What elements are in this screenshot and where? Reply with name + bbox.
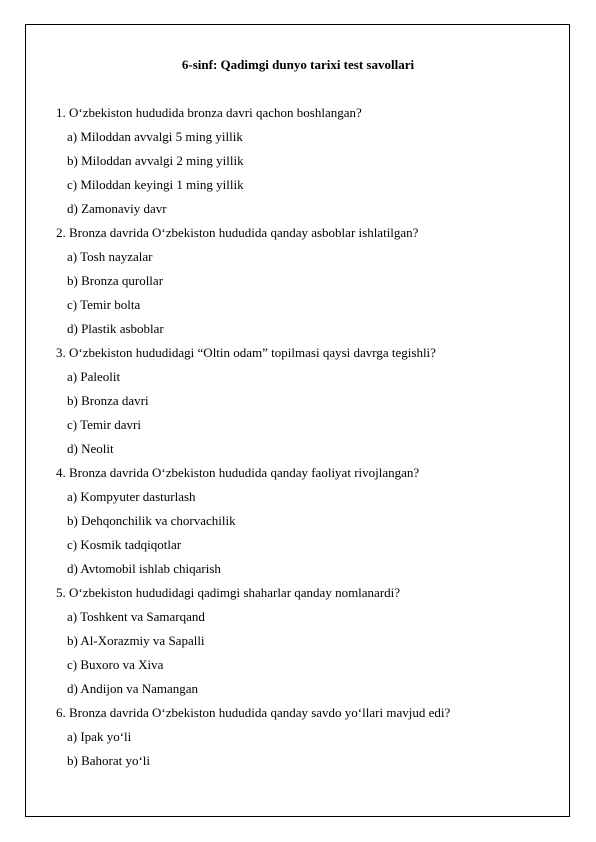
answer-option-c: c) Kosmik tadqiqotlar <box>67 537 182 552</box>
question-text: 1. O‘zbekiston hududida bronza davri qachon boshlangan? <box>56 105 362 120</box>
answer-option-b: b) Bronza qurollar <box>67 273 164 288</box>
question-text: 2. Bronza davrida O‘zbekiston hududida qanday asboblar ishlatilgan? <box>56 225 419 240</box>
answer-option-b: b) Bronza davri <box>67 393 149 408</box>
answer-option-b: b) Miloddan avvalgi 2 ming yillik <box>67 153 244 168</box>
answer-option-d: d) Plastik asboblar <box>67 321 164 336</box>
answer-option-d: d) Zamonaviy davr <box>67 201 167 216</box>
answer-option-a: a) Miloddan avvalgi 5 ming yillik <box>67 129 243 144</box>
answer-option-a: a) Tosh nayzalar <box>67 249 153 264</box>
answer-option-d: d) Andijon va Namangan <box>67 681 199 696</box>
answer-option-a: a) Kompyuter dasturlash <box>67 489 196 504</box>
question-5 <box>56 585 556 705</box>
answer-option-c: c) Buxoro va Xiva <box>67 657 164 672</box>
answer-option-c: c) Temir davri <box>67 417 141 432</box>
question-6 <box>56 705 556 777</box>
question-text: 6. Bronza davrida O‘zbekiston hududida qanday savdo yo‘llari mavjud edi? <box>56 705 451 720</box>
question-4 <box>56 465 556 585</box>
answer-options <box>56 609 556 705</box>
answer-option-b: b) Al-Xorazmiy va Sapalli <box>67 633 205 648</box>
question-text: 5. O‘zbekiston hududidagi qadimgi shaharlar qanday nomlanardi? <box>56 585 401 600</box>
answer-options <box>56 489 556 585</box>
answer-option-c: c) Temir bolta <box>67 297 141 312</box>
answer-option-a: a) Toshkent va Samarqand <box>67 609 205 624</box>
answer-option-d: d) Neolit <box>67 441 114 456</box>
question-list <box>56 105 556 777</box>
answer-option-a: a) Paleolit <box>67 369 121 384</box>
answer-options <box>56 249 556 345</box>
answer-option-d: d) Avtomobil ishlab chiqarish <box>67 561 221 576</box>
question-3 <box>56 345 556 465</box>
answer-option-b: b) Bahorat yo‘li <box>67 753 151 768</box>
answer-option-c: c) Miloddan keyingi 1 ming yillik <box>67 177 244 192</box>
document-title: 6-sinf: Qadimgi dunyo tarixi test savollari <box>181 57 415 72</box>
answer-options <box>56 729 556 777</box>
question-2 <box>56 225 556 345</box>
question-text: 3. O‘zbekiston hududidagi “Oltin odam” topilmasi qaysi davrga tegishli? <box>56 345 436 360</box>
question-1 <box>56 105 556 225</box>
answer-options <box>56 369 556 465</box>
question-text: 4. Bronza davrida O‘zbekiston hududida qanday faoliyat rivojlangan? <box>56 465 420 480</box>
answer-options <box>56 129 556 225</box>
answer-option-a: a) Ipak yo‘li <box>67 729 132 744</box>
answer-option-b: b) Dehqonchilik va chorvachilik <box>67 513 236 528</box>
